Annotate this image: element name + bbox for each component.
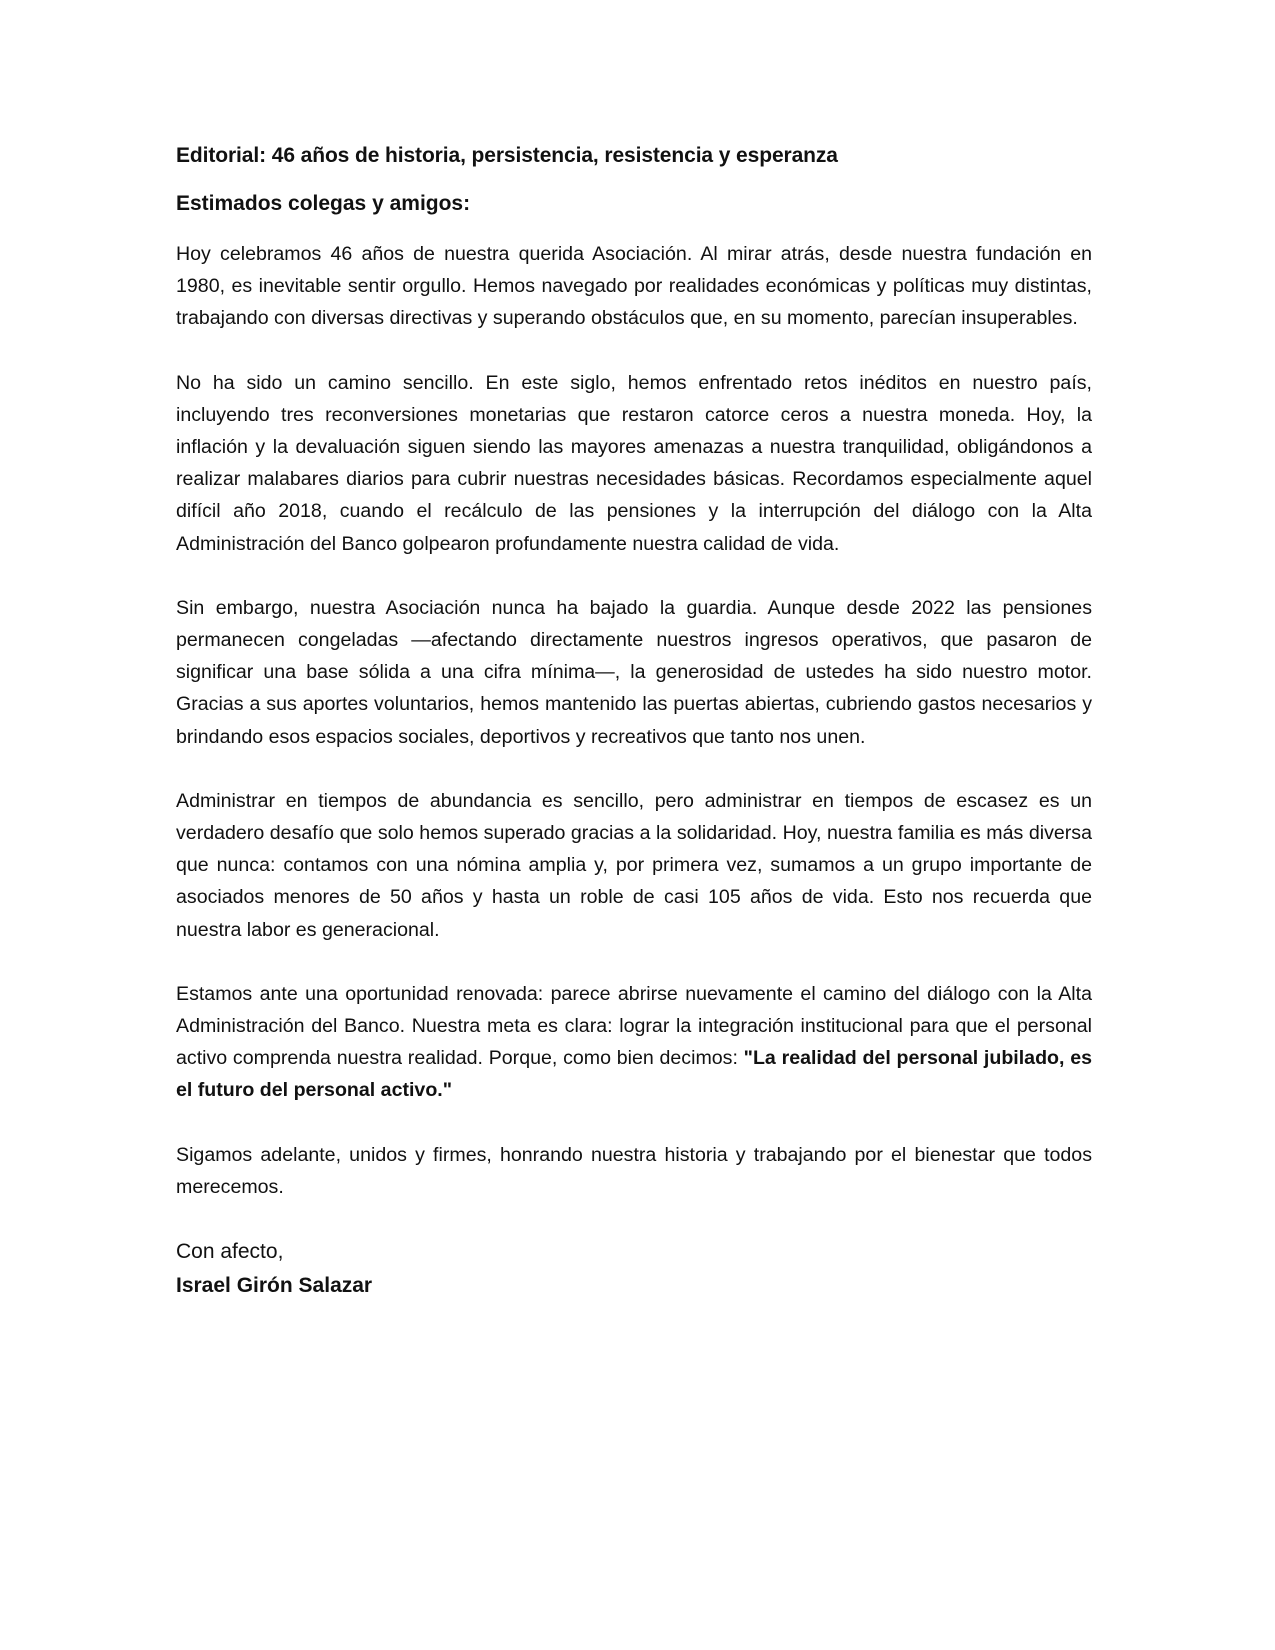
paragraph-2: No ha sido un camino sencillo. En este siglo, hemos enfrentado retos inéditos en nuestro país, incluyendo tres reconversiones monetarias que restaron catorce ceros a nuestra moneda. Hoy, la inflación y la devaluación siguen siendo las mayores amenazas a nuestra tranquilidad, obligándonos a realizar malabares diarios para cubrir nuestras necesidades básicas. Recordamos especialmente aquel difícil año 2018, cuando el recálculo de las pensiones y la interrupción del diálogo con la Alta Administración del Banco golpearon profundamente nuestra calidad de vida.	[176, 371, 1092, 555]
paragraph-6: Sigamos adelante, unidos y firmes, honrando nuestra historia y trabajando por el bienestar que todos merecemos.	[176, 1143, 1092, 1198]
paragraph-5-text: Estamos ante una oportunidad renovada: parece abrirse nuevamente el camino del diálogo con la Alta Administración del Banco. Nuestra meta es clara: lograr la integración institucional para que el personal activo comprenda nuestra realidad. Porque, como bien decimos:	[176, 982, 1092, 1070]
paragraph-3: Sin embargo, nuestra Asociación nunca ha bajado la guardia. Aunque desde 2022 las pensiones permanecen congeladas —afectando directamente nuestros ingresos operativos, que pasaron de significar una base sólida a una cifra mínima—, la generosidad de ustedes ha sido nuestro motor. Gracias a sus aportes voluntarios, hemos mantenido las puertas abiertas, cubriendo gastos necesarios y brindando esos espacios sociales, deportivos y recreativos que tanto nos unen.	[176, 596, 1092, 748]
greeting: Estimados colegas y amigos:	[176, 192, 471, 215]
paragraph-1: Hoy celebramos 46 años de nuestra querida Asociación. Al mirar atrás, desde nuestra fundación en 1980, es inevitable sentir orgullo. Hemos navegado por realidades económicas y políticas muy distintas, trabajando con diversas directivas y superando obstáculos que, en su momento, parecían insuperables.	[176, 243, 1092, 330]
signature-name: Israel Girón Salazar	[176, 1274, 373, 1298]
paragraph-5-quote: "La realidad del personal jubilado, es el futuro del personal activo."	[176, 1047, 1093, 1102]
closing-line: Con afecto,	[176, 1240, 284, 1264]
paragraph-5	[176, 978, 1092, 1107]
document-title: Editorial: 46 años de historia, persistencia, resistencia y esperanza	[176, 144, 838, 167]
paragraph-4: Administrar en tiempos de abundancia es sencillo, pero administrar en tiempos de escasez es un verdadero desafío que solo hemos superado gracias a la solidaridad. Hoy, nuestra familia es más diversa que nunca: contamos con una nómina amplia y, por primera vez, sumamos a un grupo importante de asociados menores de 50 años y hasta un roble de casi 105 años de vida. Esto nos recuerda que nuestra labor es generacional.	[176, 789, 1092, 941]
document-page	[176, 142, 1092, 1303]
